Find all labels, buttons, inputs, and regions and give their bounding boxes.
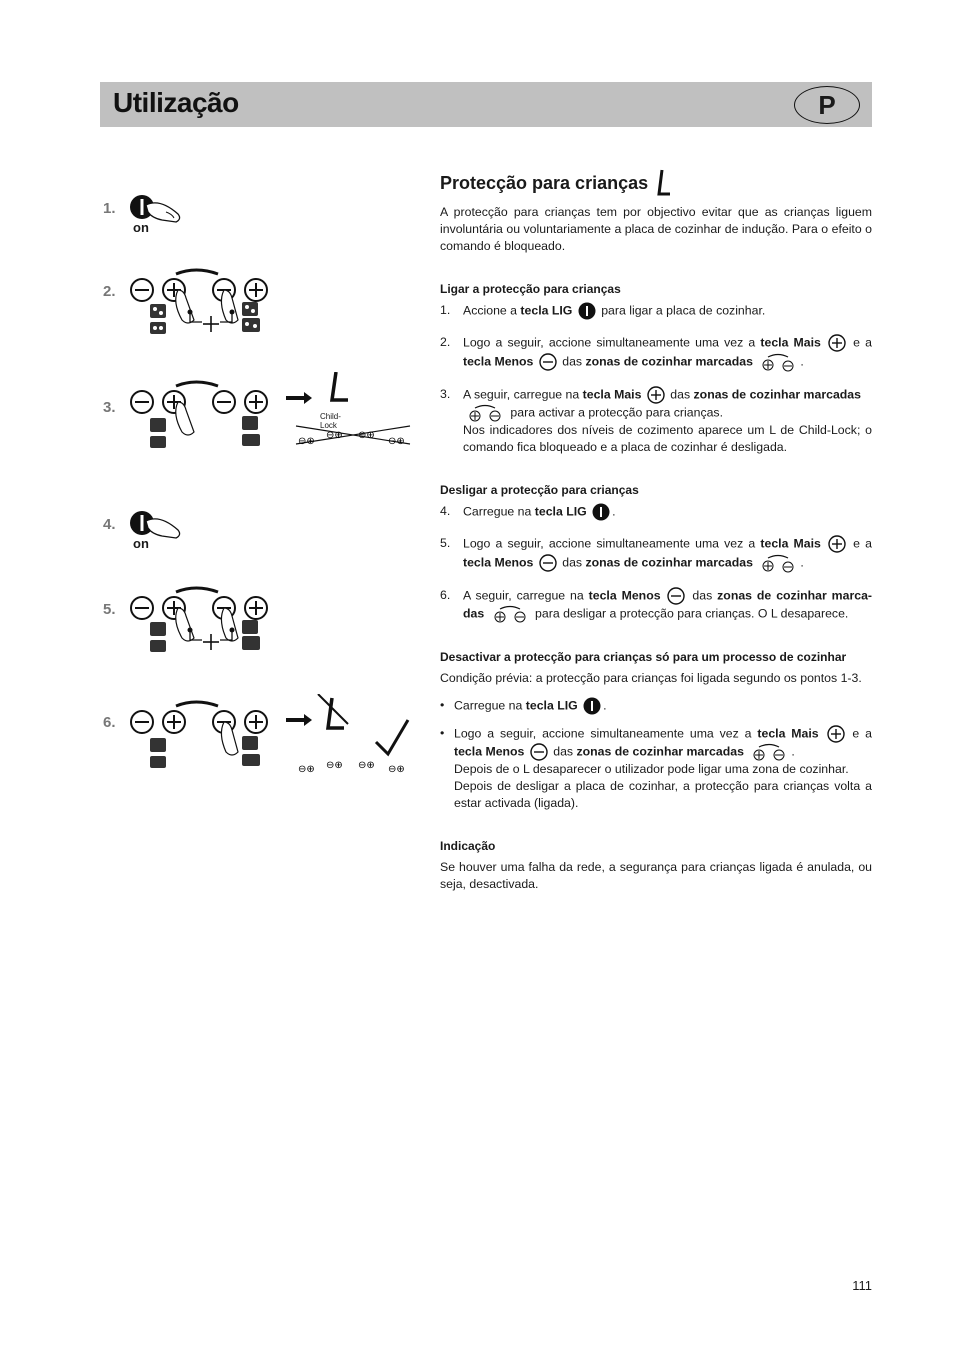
control-panel-child-lock-icon xyxy=(126,372,416,458)
subheading-deactivate: Desactivar a protecção para crianças só para um processo de cozinhar xyxy=(440,650,847,664)
text-bold: tecla Menos xyxy=(463,555,534,570)
page-title: Utilização xyxy=(113,87,239,118)
text: das xyxy=(670,387,694,402)
svg-text:⊖⊕: ⊖⊕ xyxy=(298,764,315,774)
bullet-1 xyxy=(440,697,872,715)
item-number: 5. xyxy=(440,536,451,550)
control-panel-icon xyxy=(126,268,306,348)
text-bold: zonas de cozinhar marcadas xyxy=(585,354,753,369)
text: para ligar a placa de cozinhar. xyxy=(601,303,766,318)
text-bold: zonas de cozinhar marca-das xyxy=(463,588,873,621)
text: Logo a seguir, accione simultaneamente uma vez a xyxy=(463,536,761,551)
step-number: 6. xyxy=(103,714,116,731)
text: Depois de desligar a placa de cozinhar, a protecção para crianças volta a estar activada (ligada). xyxy=(454,779,872,810)
step-number: 3. xyxy=(103,399,116,416)
text: Nos indicadores dos níveis de cozimento aparece um L de Child-Lock; o comando fica bloqueado e a placa de cozinhar é desligada. xyxy=(463,423,872,454)
text: Accione a xyxy=(463,303,521,318)
plus-key-icon xyxy=(647,386,665,404)
text-bold: tecla LIG xyxy=(534,504,587,519)
text: . xyxy=(800,354,804,369)
text: . xyxy=(612,504,616,519)
marked-zones-icon xyxy=(465,404,505,422)
svg-text:⊖⊕: ⊖⊕ xyxy=(388,436,405,447)
instruction-2 xyxy=(440,334,872,372)
text-bold: tecla Mais xyxy=(760,536,821,551)
text-bold: tecla LIG xyxy=(520,303,573,318)
marked-zones-icon xyxy=(758,352,798,372)
text-column xyxy=(440,160,872,893)
child-lock-l-icon xyxy=(656,168,672,198)
text-bold: zonas de cozinhar marcadas xyxy=(576,744,744,759)
step-number: 4. xyxy=(103,516,116,533)
note-paragraph: Se houver uma falha da rede, a segurança para crianças ligada é anulada, ou seja, desactivada. xyxy=(440,860,872,891)
text-bold: tecla Mais xyxy=(757,726,819,741)
page-number: 111 xyxy=(852,1278,872,1293)
intro-paragraph: A protecção para crianças tem por objectivo evitar que as crianças liguem involuntária ou voluntariamente a placa de cozinhar de indução. Para o efeito o comando é bloqueado. xyxy=(440,205,872,253)
marked-zones-icon xyxy=(490,605,530,623)
text: A seguir, carregue na xyxy=(463,588,589,603)
svg-text:⊖⊕: ⊖⊕ xyxy=(326,430,343,441)
instruction-5 xyxy=(440,535,872,573)
page-header xyxy=(100,82,872,127)
svg-text:⊖⊕: ⊖⊕ xyxy=(358,760,375,771)
instruction-4 xyxy=(440,503,872,521)
on-label: on xyxy=(133,536,149,551)
language-badge: P xyxy=(794,86,860,124)
item-number: 6. xyxy=(440,588,451,602)
minus-key-icon xyxy=(530,743,548,761)
text: das xyxy=(692,588,718,603)
text: Depois de o L desaparecer o utilizador pode ligar uma zona de cozinhar. xyxy=(454,762,849,776)
text-bold: tecla LIG xyxy=(525,698,578,713)
text: . xyxy=(603,698,607,713)
bullet: • xyxy=(440,698,445,712)
text: das xyxy=(562,555,586,570)
checkmark-icon xyxy=(376,720,408,754)
section-title: Protecção para crianças xyxy=(440,172,649,193)
text-bold: tecla Mais xyxy=(582,387,642,402)
bullet: • xyxy=(440,726,445,740)
plus-key-icon xyxy=(827,725,845,743)
text: Carregue na xyxy=(454,698,526,713)
on-off-key-icon xyxy=(578,302,596,320)
subheading-note: Indicação xyxy=(440,839,496,853)
text-bold: tecla Menos xyxy=(454,744,525,759)
arrow-right-icon xyxy=(286,392,312,404)
text-bold: tecla Menos xyxy=(463,354,534,369)
marked-zones-icon xyxy=(749,743,789,761)
plus-key-icon xyxy=(828,334,846,352)
text: . xyxy=(800,555,804,570)
on-off-key-icon xyxy=(583,697,601,715)
item-number: 3. xyxy=(440,387,451,401)
minus-key-icon xyxy=(667,587,685,605)
text-bold: tecla Mais xyxy=(760,335,821,350)
text-bold: tecla Menos xyxy=(588,588,661,603)
svg-text:⊖⊕: ⊖⊕ xyxy=(298,436,315,447)
subheading-off: Desligar a protecção para crianças xyxy=(440,483,639,497)
text-bold: zonas de cozinhar marcadas xyxy=(693,387,861,402)
item-number: 2. xyxy=(440,335,451,349)
svg-text:⊖⊕: ⊖⊕ xyxy=(326,760,343,771)
text: e a xyxy=(853,536,872,551)
minus-key-icon xyxy=(539,353,557,371)
text: para desligar a protecção para crianças. O L desaparece. xyxy=(535,606,849,621)
svg-text:⊖⊕: ⊖⊕ xyxy=(388,764,405,774)
instruction-6 xyxy=(440,587,872,623)
on-off-key-icon xyxy=(592,503,610,521)
bullet-2 xyxy=(440,725,872,812)
text: Logo a seguir, accione simultaneamente uma vez a xyxy=(454,726,758,741)
item-number: 1. xyxy=(440,303,451,317)
illustration-column xyxy=(100,180,420,800)
instruction-1 xyxy=(440,302,872,320)
text: Logo a seguir, accione simultaneamente uma vez a xyxy=(463,335,761,350)
control-panel-icon xyxy=(126,586,306,666)
instruction-3 xyxy=(440,386,872,456)
on-label: on xyxy=(133,220,149,235)
subheading-on: Ligar a protecção para crianças xyxy=(440,282,621,296)
section-heading xyxy=(440,168,872,198)
step-number: 2. xyxy=(103,283,116,300)
plus-key-icon xyxy=(828,535,846,553)
item-number: 4. xyxy=(440,504,451,518)
text: A seguir, carregue na xyxy=(463,387,583,402)
marked-zones-icon xyxy=(758,553,798,573)
step-number: 1. xyxy=(103,200,116,217)
text: das xyxy=(553,744,577,759)
text: das xyxy=(562,354,586,369)
child-lock-label: Child-Lock xyxy=(320,412,341,430)
text: e a xyxy=(853,335,872,350)
step-number: 5. xyxy=(103,601,116,618)
svg-text:⊖⊕: ⊖⊕ xyxy=(358,430,375,441)
text-bold: zonas de cozinhar marcadas xyxy=(585,555,753,570)
text: . xyxy=(791,744,795,759)
text: e a xyxy=(852,726,872,741)
minus-key-icon xyxy=(539,554,557,572)
control-panel-unlock-icon xyxy=(126,694,416,774)
deactivate-condition: Condição prévia: a protecção para crianças foi ligada segundo os pontos 1-3. xyxy=(440,671,862,685)
text: Carregue na xyxy=(463,504,535,519)
text: para activar a protecção para crianças. xyxy=(510,405,723,420)
